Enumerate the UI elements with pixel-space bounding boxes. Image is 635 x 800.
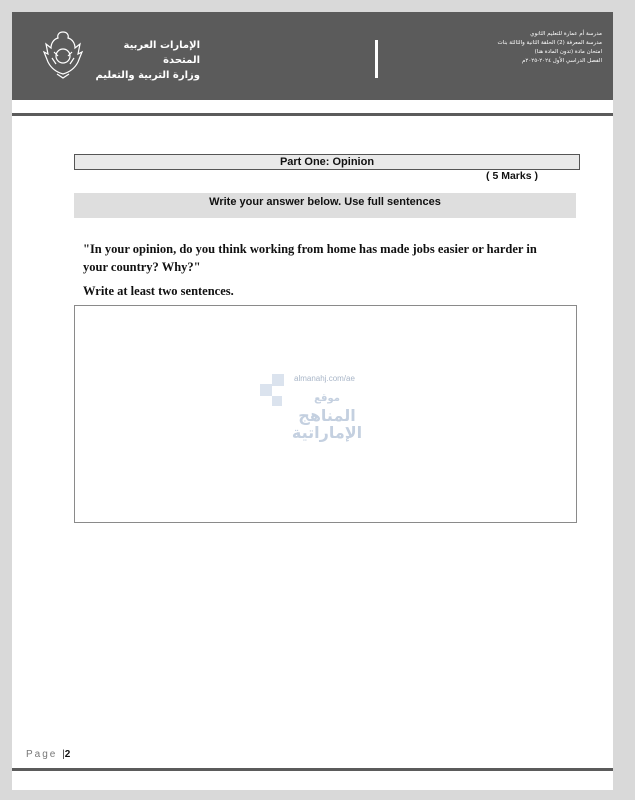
school-info bbox=[452, 30, 602, 66]
question-text: "In your opinion, do you think working from home has made jobs easier or harder in your country? Why?" bbox=[83, 242, 537, 274]
section-title: Part One: Opinion bbox=[74, 154, 580, 170]
school-line-2: مدرسة المعرفة (2) الحلقة الثانية والثالثة بنات bbox=[497, 40, 602, 46]
header-divider bbox=[375, 40, 378, 78]
uae-eagle-emblem-icon bbox=[42, 28, 84, 80]
ministry-line-2: وزارة التربية والتعليم bbox=[95, 70, 200, 81]
watermark-line-2: المناهج الإماراتية bbox=[291, 406, 363, 442]
page-label: Page bbox=[26, 749, 58, 760]
school-line-1: مدرسة أم عمارة للتعليم الثانوي bbox=[530, 31, 602, 37]
school-line-4: الفصل الدراسي الأول ٢٠٢٤-٢٠٢٥م bbox=[521, 58, 602, 64]
document-page bbox=[12, 12, 613, 790]
footer-rule bbox=[12, 768, 613, 771]
requirement-text: Write at least two sentences. bbox=[83, 284, 234, 298]
marks-label: ( 5 Marks ) bbox=[486, 170, 538, 182]
watermark-line-1: موقع bbox=[314, 393, 340, 404]
school-line-3: امتحان مادة (تدون المادة هنا) bbox=[534, 49, 602, 55]
header-rule bbox=[12, 113, 613, 116]
page-separator: | bbox=[62, 749, 65, 760]
page-footer bbox=[26, 749, 70, 760]
watermark-text bbox=[262, 390, 392, 441]
ministry-name bbox=[90, 38, 200, 83]
instruction-banner: Write your answer below. Use full sentences bbox=[74, 193, 576, 218]
page-number: 2 bbox=[64, 749, 71, 760]
page-header bbox=[12, 12, 613, 100]
watermark-url: almanahj.com/ae bbox=[294, 374, 355, 383]
ministry-line-1: الإمارات العربية المتحدة bbox=[123, 40, 200, 66]
